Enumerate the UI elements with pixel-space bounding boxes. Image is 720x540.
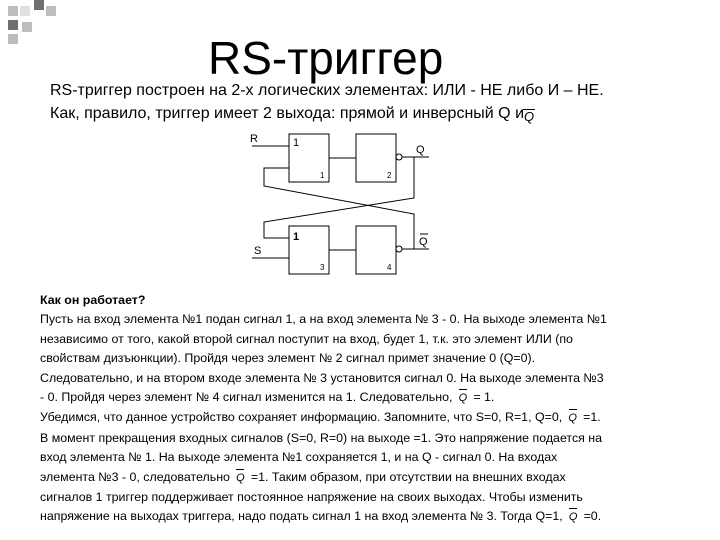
explanation-line bbox=[40, 408, 700, 428]
explanation-fragment: элемента №3 - 0, следовательно bbox=[40, 469, 230, 484]
gate-3-symbol: 1 bbox=[293, 231, 300, 243]
explanation-fragment: напряжение на выходах триггера, надо подать сигнал 1 на вход элемента № 3. Тогда Q=1, bbox=[40, 509, 563, 524]
explanation-line bbox=[40, 507, 700, 527]
explanation-fragment: - 0. Пройдя через элемент № 4 сигнал изменится на 1. Следовательно, bbox=[40, 390, 453, 405]
explanation-fragment: =1. Таким образом, при отсутствии на внешних входах bbox=[250, 469, 566, 484]
decor-square bbox=[34, 0, 44, 10]
q-bar-symbol: Q bbox=[520, 108, 538, 126]
label-q: Q bbox=[416, 144, 425, 156]
explanation-line: свойствам дизъюнкции). Пройдя через элемент № 2 сигнал примет значение 0 (Q=0). bbox=[40, 351, 536, 366]
label-qbar-group bbox=[419, 234, 428, 248]
intro-line-1: RS-триггер построен на 2-х логических элементах: ИЛИ - НЕ либо И – НЕ. bbox=[50, 82, 604, 99]
q-bar-symbol: Q bbox=[233, 469, 247, 488]
label-r: R bbox=[250, 133, 258, 145]
gate-2-index: 2 bbox=[387, 171, 392, 180]
decor-square bbox=[22, 22, 32, 32]
gate-2-inverter bbox=[396, 154, 402, 160]
q-bar-symbol: Q bbox=[456, 389, 470, 408]
decor-square bbox=[46, 6, 56, 16]
explanation-line: сигналов 1 триггер поддерживает постоянное напряжение на своих выходах. Чтобы изменить bbox=[40, 490, 583, 505]
explanation-line: В момент прекращения входных сигналов (S=0, R=0) на выходе =1. Это напряжение подается на bbox=[40, 430, 603, 445]
explanation-line: независимо от того, какой второй сигнал поступит на вход, будет 1, т.к. это элемент ИЛИ (по bbox=[40, 331, 573, 346]
explanation-line: Следовательно, и на втором входе элемента № 3 установится сигнал 0. На выходе элемента №3 bbox=[40, 370, 604, 385]
corner-decoration bbox=[0, 0, 60, 60]
label-s: S bbox=[254, 245, 262, 257]
gate-3-index: 3 bbox=[320, 263, 325, 272]
gate-4-index: 4 bbox=[387, 263, 392, 272]
explanation-line: Пусть на вход элемента №1 подан сигнал 1, а на вход элемента № 3 - 0. На выходе элемента №1 bbox=[40, 312, 607, 327]
q-bar-symbol: Q bbox=[566, 409, 580, 428]
decor-square bbox=[20, 6, 30, 16]
explanation-fragment: Убедимся, что данное устройство сохраняет информацию. Запомните, что S=0, R=1, Q=0, bbox=[40, 410, 563, 425]
explanation-fragment: = 1. bbox=[473, 390, 495, 405]
gate-1-index: 1 bbox=[320, 171, 325, 180]
decor-square bbox=[8, 20, 18, 30]
explanation-fragment: =0. bbox=[583, 509, 602, 524]
rs-trigger-diagram bbox=[244, 128, 454, 284]
explanation-fragment: =1. bbox=[583, 410, 601, 425]
q-bar-symbol: Q bbox=[566, 508, 580, 527]
intro-line-2 bbox=[50, 102, 690, 126]
decor-square bbox=[8, 6, 18, 16]
label-qbar: Q bbox=[419, 236, 428, 248]
slide-title: RS-триггер bbox=[208, 32, 444, 84]
explanation-line bbox=[40, 388, 700, 408]
wire-feedback-qbar bbox=[264, 168, 414, 249]
intro-line-2-text: Как, правило, триггер имеет 2 выхода: прямой и инверсный Q и bbox=[50, 105, 524, 122]
gate-4-inverter bbox=[396, 246, 402, 252]
gate-1-symbol: 1 bbox=[293, 137, 300, 149]
explanation-text bbox=[40, 291, 700, 528]
explanation-heading: Как он работает? bbox=[40, 293, 146, 307]
explanation-line: вход элемента № 1. На выходе элемента №1 сохраняется 1, и на Q - сигнал 0. На входах bbox=[40, 450, 558, 465]
intro-text bbox=[50, 79, 690, 126]
decor-square bbox=[8, 34, 18, 44]
explanation-line bbox=[40, 468, 700, 488]
